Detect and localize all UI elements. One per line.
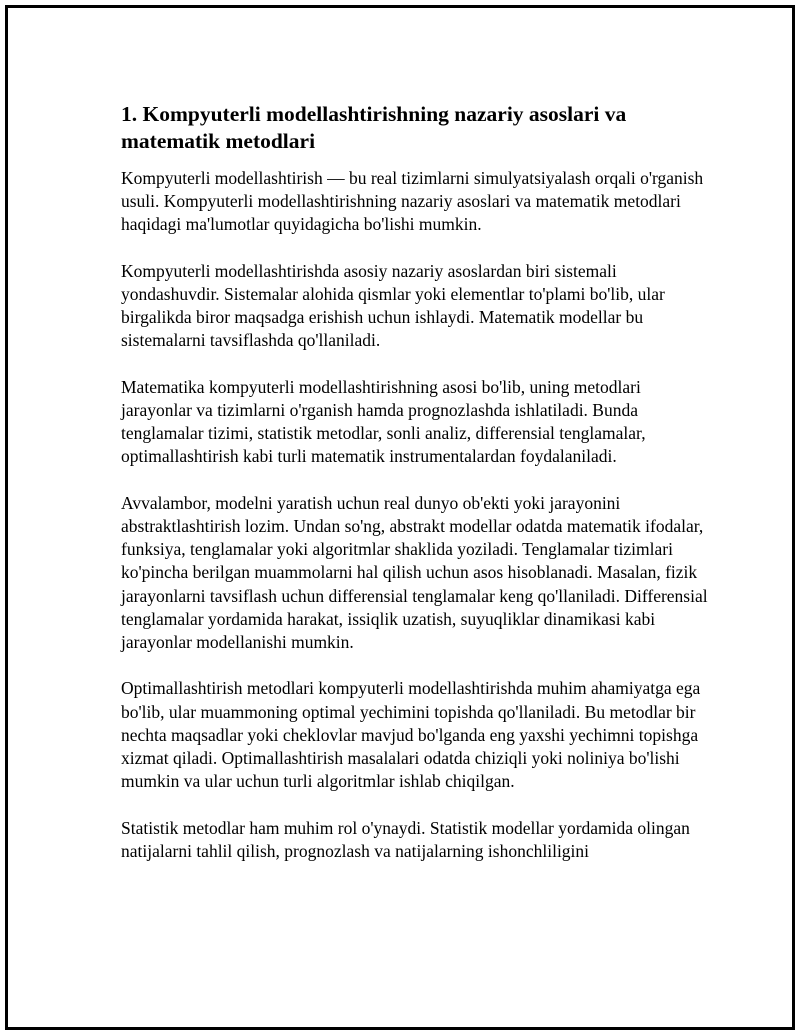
document-content (121, 101, 711, 886)
document-page (5, 5, 795, 1030)
paragraph-5: Optimallashtirish metodlari kompyuterli modellashtirishda muhim ahamiyatga ega bo'lib, ular muammoning optimal yechimini topishda qo'llaniladi. Bu metodlar bir nechta maqsadlar yoki cheklovlar mavjud bo'lganda eng yaxshi yechimni topishga xizmat qiladi. Optimallashtirish masalalari odatda chiziqli yoki noliniya bo'lishi mumkin va ular uchun turli algoritmlar ishlab chiqilgan. (121, 678, 701, 792)
section-heading: 1. Kompyuterli modellashtirishning nazariy asoslari va matematik metodlari (121, 102, 627, 153)
paragraph-4: Avvalambor, modelni yaratish uchun real dunyo ob'ekti yoki jarayonini abstraktlashtirish lozim. Undan so'ng, abstrakt modellar odatda matematik ifodalar, funksiya, tenglamalar yoki algoritmlar shaklida yoziladi. Tenglamalar tizimlari ko'pincha berilgan muammolarni hal qilish uchun asos hisoblanadi. Masalan, fizik jarayonlarni tavsiflash uchun differensial tenglamalar keng qo'llaniladi. Differensial tenglamalar yordamida harakat, issiqlik uzatish, suyuqliklar dinamikasi kabi jarayonlar modellanishi mumkin. (121, 492, 708, 653)
paragraph-6: Statistik metodlar ham muhim rol o'ynaydi. Statistik modellar yordamida olingan natijalarni tahlil qilish, prognozlash va natijalarning ishonchliligini (121, 817, 690, 861)
paragraph-2: Kompyuterli modellashtirishda asosiy nazariy asoslardan biri sistemali yondashuvdir. Sistemalar alohida qismlar yoki elementlar to'plami bo'lib, ular birgalikda biror maqsadga erishish uchun ishlaydi. Matematik modellar bu sistemalarni tavsiflashda qo'llaniladi. (121, 260, 665, 351)
paragraph-1: Kompyuterli modellashtirish — bu real tizimlarni simulyatsiyalash orqali o'rganish usuli. Kompyuterli modellashtirishning nazariy asoslari va matematik metodlari haqidagi ma'lumotlar quyidagicha bo'lishi mumkin. (121, 168, 704, 235)
paragraph-3: Matematika kompyuterli modellashtirishning asosi bo'lib, uning metodlari jarayonlar va tizimlarni o'rganish hamda prognozlashda ishlatiladi. Bunda tenglamalar tizimi, statistik metodlar, sonli analiz, differensial tenglamalar, optimallashtirish kabi turli matematik instrumentalardan foydalaniladi. (121, 376, 646, 467)
